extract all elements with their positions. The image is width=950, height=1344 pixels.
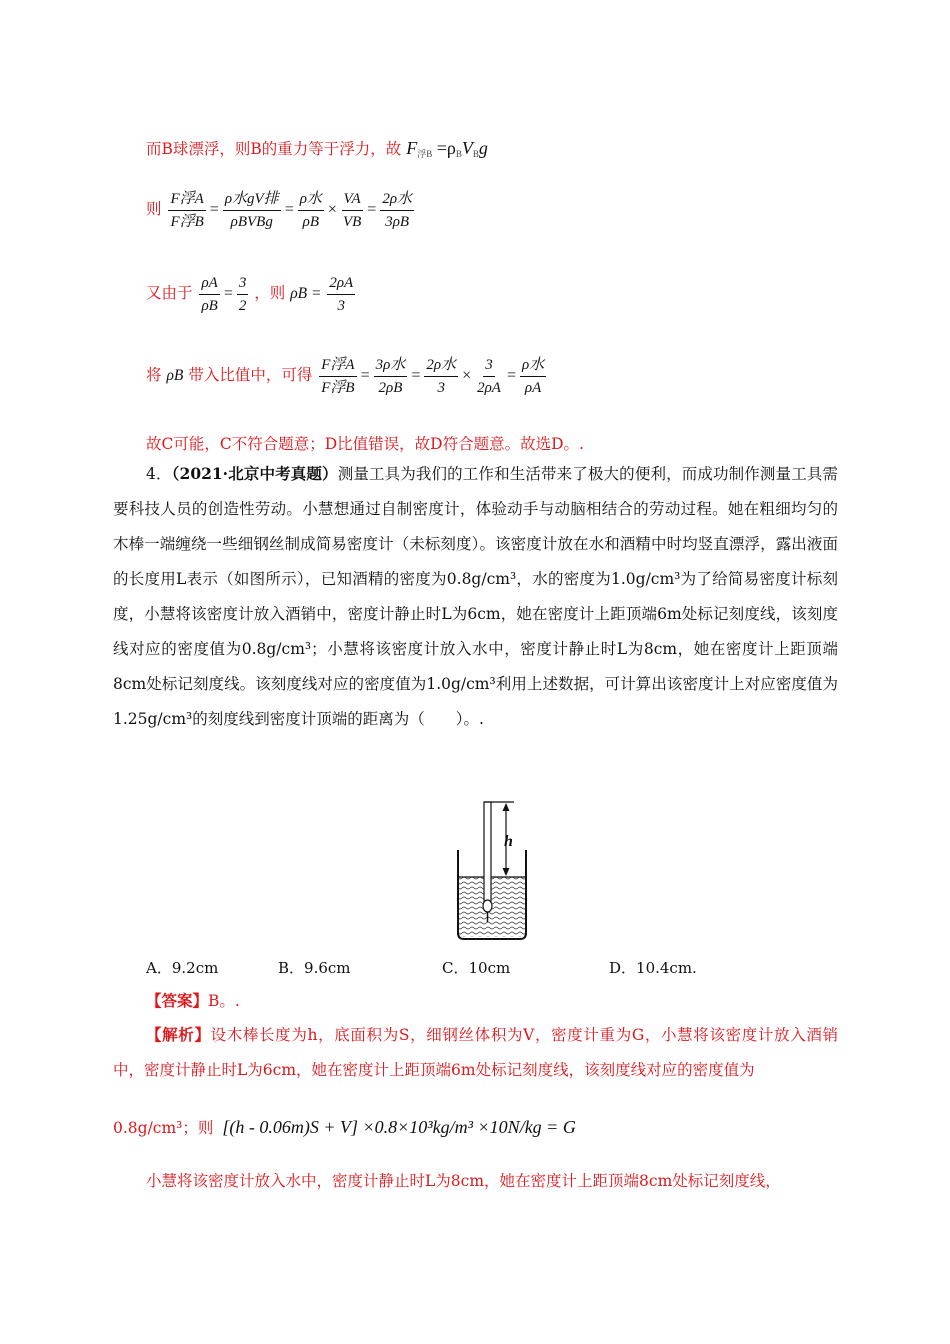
- op-times: ×: [327, 201, 337, 218]
- analysis-formula-line: [113, 1114, 576, 1141]
- op-times: ×: [462, 367, 472, 384]
- fraction-three-halves: [237, 274, 249, 315]
- denominator: ρB: [201, 297, 218, 314]
- analysis-line-density-ratio: [146, 270, 357, 317]
- answer-value: B。.: [208, 992, 240, 1010]
- numerator: ρ水: [520, 356, 546, 377]
- numerator: F浮A: [319, 356, 356, 377]
- fraction-two-rho-a-third: [327, 274, 355, 315]
- denominator: 3: [337, 297, 345, 314]
- text-ze: 则: [146, 200, 162, 218]
- arrow-top-icon: [503, 803, 510, 811]
- wooden-rod: [484, 802, 491, 904]
- denominator: ρB: [302, 213, 319, 230]
- numerator: 3: [237, 274, 249, 295]
- eq-rho: =ρ: [436, 138, 456, 158]
- denominator: 3: [437, 379, 445, 396]
- question-number: 4．: [146, 465, 172, 483]
- fraction-1: [168, 190, 205, 231]
- denominator: 2ρA: [477, 379, 501, 396]
- denominator: 2ρB: [378, 379, 403, 396]
- fraction-4: [475, 356, 503, 397]
- formula-alcohol-balance: [(h - 0.06m)S + V] ×0.8×10³kg/m³ ×10N/kg = G: [222, 1117, 576, 1137]
- symbol-rho-b: ρB =: [290, 285, 322, 302]
- numerator: ρ水: [298, 190, 324, 211]
- fraction-1: [319, 356, 356, 397]
- fraction-2: [223, 190, 281, 231]
- steel-wire-bulb: [483, 900, 492, 912]
- numerator: ρ水gV排: [223, 190, 281, 211]
- hydrometer-figure: [454, 800, 534, 949]
- text-you-yu: 又由于: [146, 284, 193, 302]
- analysis-line-conclusion: 故C可能，C不符合题意；D比值错误，故D符合题意。故选D。.: [146, 435, 584, 453]
- symbol-g: g: [478, 138, 488, 158]
- analysis-line-substitute: [146, 352, 548, 399]
- denominator: F浮B: [170, 213, 204, 230]
- op-equals: =: [506, 367, 516, 384]
- analysis-paragraph: [113, 1017, 838, 1088]
- fraction-4: [341, 190, 363, 231]
- symbol-v: V: [461, 138, 473, 158]
- numerator: 2ρA: [327, 274, 355, 295]
- op-equals: =: [223, 285, 233, 302]
- analysis-line-ratio: [146, 186, 416, 233]
- text-jiang: 将: [146, 366, 162, 384]
- answer-line: [146, 991, 240, 1011]
- numerator: 3: [483, 356, 495, 377]
- op-equals: =: [367, 201, 377, 218]
- fraction-5: [520, 356, 546, 397]
- numerator: ρA: [199, 274, 219, 295]
- sub-b1: B: [455, 149, 462, 159]
- fraction-rho-ratio: [199, 274, 219, 315]
- option-b[interactable]: B．9.6cm: [278, 959, 351, 977]
- question-4: [113, 456, 838, 737]
- denominator: F浮B: [321, 379, 355, 396]
- fraction-3: [424, 356, 458, 397]
- text-substitute: 带入比值中，可得: [188, 366, 313, 384]
- numerator: 3ρ水: [374, 356, 408, 377]
- numerator: 2ρ水: [424, 356, 458, 377]
- sub-b2: B: [472, 149, 479, 159]
- fraction-2: [374, 356, 408, 397]
- text-b-float: 而B球漂浮，则B的重力等于浮力，故: [146, 140, 402, 158]
- question-body: 测量工具为我们的工作和生活带来了极大的便利，而成功制作测量工具需要科技人员的创造性劳动。小慧想通过自制密度计，体验动手与动脑相结合的劳动过程。她在粗细均匀的木棒一端缠绕一些细钢丝制成简易密度计（未标刻度）。该密度计放在水和酒精中时均竖直漂浮，露出液面的长度用L表示（如图所示），已知酒精的密度为0.8g/cm³，水的密度为1.0g/cm³为了给简易密度计标刻度，小慧将该密度计放入酒销中，密度计静止时L为6cm，她在密度计上距顶端6m处标记刻度线，该刻度线对应的密度值为0.8g/cm³；小慧将该密度计放入水中，密度计静止时L为8cm，她在密度计上距顶端8cm处标记刻度线。该刻度线对应的密度值为1.0g/cm³利用上述数据，可计算出该密度计上对应密度值为1.25g/cm³的刻度线到密度计顶端的距离为（ ）。.: [113, 465, 838, 728]
- numerator: VA: [342, 190, 363, 211]
- analysis-body: 设木棒长度为h，底面积为S，细钢丝体积为V，密度计重为G，小慧将该密度计放入酒销中，密度计静止时L为6cm，她在密度计上距顶端6m处标记刻度线，该刻度线对应的密度值为: [113, 1026, 838, 1079]
- op-equals: =: [284, 201, 294, 218]
- op-equals: =: [411, 367, 421, 384]
- analysis-tail-text: 0.8g/cm³；则: [113, 1119, 214, 1137]
- denominator: ρA: [524, 379, 542, 396]
- hydrometer-diagram: [454, 800, 534, 945]
- analysis-line-b-float: [146, 138, 488, 164]
- numerator: 2ρ水: [380, 190, 414, 211]
- analysis-label: 【解析】: [146, 1025, 211, 1044]
- dimension-label-h: h: [504, 833, 513, 850]
- arrow-bottom-icon: [503, 868, 510, 876]
- analysis-water-line: 小慧将该密度计放入水中，密度计静止时L为8cm，她在密度计上距顶端8cm处标记刻度线，: [146, 1172, 781, 1190]
- denominator: VB: [342, 213, 362, 230]
- question-source: （2021·北京中考真题）: [171, 464, 338, 483]
- fraction-3: [298, 190, 324, 231]
- answer-label: 【答案】: [146, 991, 209, 1010]
- option-c[interactable]: C．10cm: [442, 959, 511, 977]
- option-a[interactable]: A．9.2cm: [146, 959, 219, 977]
- op-equals: =: [209, 201, 219, 218]
- formula-buoyancy-b: [406, 138, 488, 158]
- symbol-rho-b-inline: ρB: [166, 367, 184, 384]
- option-d[interactable]: D．10.4cm.: [609, 959, 697, 977]
- denominator: ρBVBg: [230, 213, 273, 230]
- text-ze2: ，则: [254, 284, 286, 302]
- numerator: F浮A: [168, 190, 205, 211]
- fraction-5: [380, 190, 414, 231]
- symbol-f: F: [406, 138, 418, 158]
- op-equals: =: [360, 367, 370, 384]
- sub-float-b: 浮B: [417, 149, 433, 159]
- denominator: 3ρB: [385, 213, 410, 230]
- denominator: 2: [238, 297, 247, 314]
